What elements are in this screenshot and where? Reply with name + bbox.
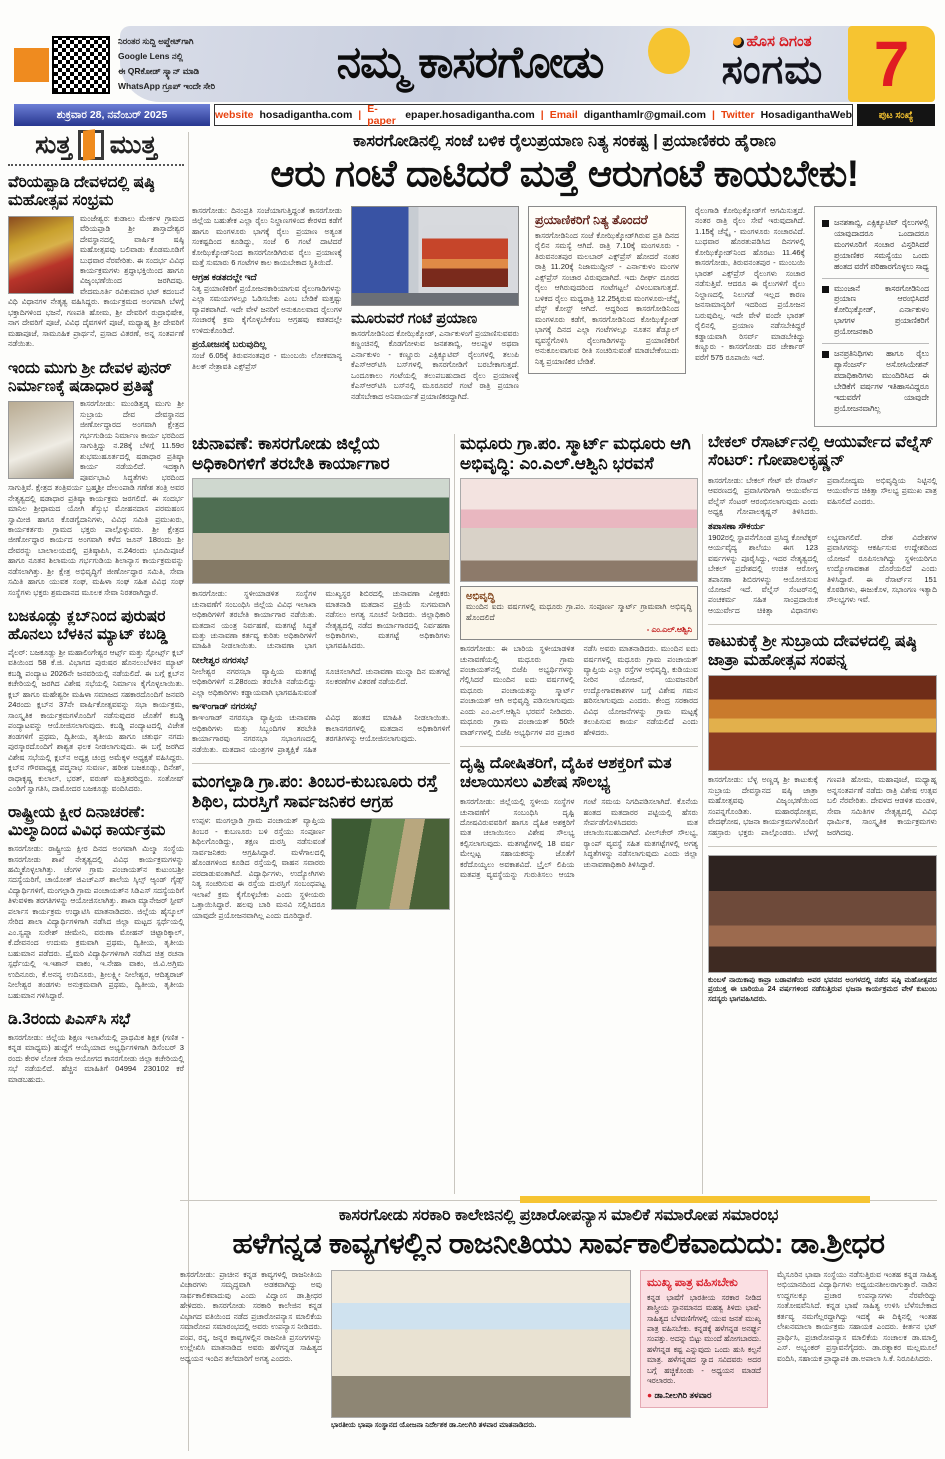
article-body: ಕಾಸರಗೋಡು: ಬೇಕಲ್ ಗೇಟ್ ವೇ ರೆಸಾರ್ಟ್ ಆವರಣದಲ್ಲಿ ಪ್ರವಾಸಿಗರಿಗಾಗಿ ಆಯುರ್ವೇದ ವೆಲ್ನೆಸ್ ಸೆಂಟರ್ ಆರಂಭಿಸಲಾಗುವುದು ಎಂದು ಅಧ್ಯಕ್ಷ ಗೋಪಾಲಕೃಷ್ಣನ್ ತಿಳಿಸಿದರು. ಪ್ರವಾಸೋದ್ಯಮ ಅಭಿವೃದ್ಧಿಯ ನಿಟ್ಟಿನಲ್ಲಿ ಆಯುರ್ವೇದ ಚಿಕಿತ್ಸಾ ಸೌಲಭ್ಯ ಪ್ರಮುಖ ಪಾತ್ರ ವಹಿಸಲಿದೆ ಎಂದರು. bbox=[708, 475, 937, 517]
lead-paragraph: ಕಾಸರಗೋಡು: ದಿನಂಪ್ರತಿ ಸಂಜೆಯಾಗುತ್ತಿದ್ದಂತೆ ಕಾಸರಗೋಡು ಜಿಲ್ಲೆಯ ಬಹುತೇಕ ಎಲ್ಲಾ ರೈಲು ನಿಲ್ದಾಣಗಳಿಂದ ಕೇರಳದ ಕಡೆಗೆ ಹಾಗೂ ಮಂಗಳೂರು ಭಾಗಕ್ಕೆ ರೈಲು ಪ್ರಯಾಣ ಅತ್ಯಂತ ಸಂಕಷ್ಟದಿಂದ ಕೂಡಿದ್ದು, ಸಂಜೆ 6 ಗಂಟೆ ದಾಟಿದರೆ ಕೋಝಿಕ್ಕೋಡ್‌ನಿಂದ ಕಾಸರಗೋಡಿಗಿರುವ ರೈಲು ಪ್ರಯಾಣಕ್ಕೆ ಮತ್ತೆ ಸುಮಾರು 6 ಗಂಟೆಗಳ ಕಾಲ ಕಾಯಬೇಕಾದ ಸ್ಥಿತಿಯಿದೆ. bbox=[192, 206, 342, 268]
article-body: ಕಾಸರಗೋಡು: ಜಿಲ್ಲೆಯ ಶಿಕ್ಷಣ ಇಲಾಖೆಯಲ್ಲಿ ಪ್ರಾಥಮಿಕ ಶಿಕ್ಷಕ (ಗಣಿತ - ಕನ್ನಡ ಮಾಧ್ಯಮ) ಹುದ್ದೆಗೆ ಆಯ್ಕೆಯಾದ ಅಭ್ಯರ್ಥಿಗಳಿಗಾಗಿ ಡಿಸೆಂಬರ್ 3 ರಂದು ಕೇರಳ ಲೋಕ ಸೇವಾ ಆಯೋಗದ ಕಾಸರಗೋಡು ಜಿಲ್ಲಾ ಕಚೇರಿಯಲ್ಲಿ ಸಭೆ ನಡೆಯಲಿದೆ. ಹೆಚ್ಚಿನ ಮಾಹಿತಿಗೆ 04994 230102 ಕರೆ ಮಾಡಬಹುದು. bbox=[8, 1032, 184, 1084]
bottom-col-1 bbox=[180, 1270, 322, 1429]
sidebar-column bbox=[8, 130, 184, 1095]
divider bbox=[460, 746, 698, 747]
lead-photo-subhead: ಮೂರುವರೆ ಗಂಟೆ ಪ್ರಯಾಣ bbox=[351, 311, 478, 327]
quote-author: - ಎಂ.ಎಲ್.ಆಶ್ವಿನಿ bbox=[646, 625, 692, 635]
column-rule bbox=[454, 434, 455, 1194]
temple-festival-photo bbox=[708, 675, 937, 771]
qr-line: ನಿರಂತರ ಸುದ್ದಿ ಅಪ್ಡೇಟ್‌ಗಾಗಿ bbox=[118, 36, 194, 46]
key-point bbox=[822, 278, 929, 344]
sidebar-article-milk-day bbox=[8, 804, 184, 1001]
article-subhead: ತಪಾಸಣಾ ಸೌಕರ್ಯ bbox=[708, 520, 765, 531]
article-body: ಕಾಸರಗೋಡು: ಮುಂಡಿತ್ತಡ್ಕ ಮುಗು ಶ್ರೀ ಸುಬ್ರಾಯ ದೇವ ದೇವಸ್ಥಾನದ ಜೀರ್ಣೋದ್ಧಾರದ ಅಂಗವಾಗಿ ಕ್ಷೇತ್ರದ ಗರ್ಭಗುಡಿಯ ನಿರ್ಮಾಣ ಕಾರ್ಯ ಭರದಿಂದ ಸಾಗುತ್ತಿದ್ದು ನ.28ಕ್ಕೆ ಬೆಳಿಗ್ಗೆ 11.59ರ ಶುಭಮುಹೂರ್ತದಲ್ಲಿ ಷಡಾಧಾರ ಪ್ರತಿಷ್ಠಾ ಕಾರ್ಯ ನಡೆಯಲಿದೆ. ಇದಕ್ಕಾಗಿ ಪೂರ್ವಭಾವಿ ಸಿದ್ಧತೆಗಳು ಭರದಿಂದ ಸಾಗುತ್ತಿವೆ. ಕ್ಷೇತ್ರದ ತಂತ್ರಿವರ್ಯ ಬ್ರಹ್ಮಶ್ರೀ ದೇಲಂಪಾಡಿ ಗಣೇಶ ತಂತ್ರಿ ಅವರ ನೇತೃತ್ವದಲ್ಲಿ ಷಡಾಧಾರ ಪ್ರತಿಷ್ಠಾ ಕಾರ್ಯಕ್ರಮ ಜರಗಲಿದೆ. ಈ ಸಂದರ್ಭ ಮಾನಿಲ ಶ್ರೀಧಾಮದ ಯೋಗಿ ಶೆಸ್ತುಭ ಮೋಹನದಾಸ ಪರಮಹಂಸ ಸ್ವಾಮೀಜಿ ಹಾಗೂ ಕೊಡಗ್ಯೆದಾನಿಗಳು, ವಿವಿಧ ಸಮಿತಿ ಪ್ರಮುಖರು, ಕಾರ್ಯಕರ್ತರು ಗ್ರಾಮದ ಭಕ್ತರು ಪಾಲ್ಗೊಳ್ಳುವರು. ಶ್ರೀ ಕ್ಷೇತ್ರದ ಜೀರ್ಣೋದ್ಧಾರ ಕಾರ್ಯದ ಅಂಗವಾಗಿ ಕಳೆದ ಜೂನ್ 18ರಂದು ಶ್ರೀ ದೇವರನ್ನು ಬಾಲಾಲಯದಲ್ಲಿ ಪ್ರತಿಷ್ಠಾಪಿಸಿ, ನ.24ರಂದು ಭೂಮಿಪೂಜೆ ಹಾಗೂ ನೂತನ ಶಿಲಾಮಯ ಗರ್ಭಗುಡಿಯ ಶಿಲಾನ್ಯಾಸ ಕಾರ್ಯಕ್ರಮವನ್ನು ನಡೆಸಲಾಗಿತ್ತು. ಶ್ರೀ ಕ್ಷೇತ್ರ ಅಭಿವೃದ್ಧಿಗೆ ಜೀರ್ಣೋದ್ಧಾರ ಸಮಿತಿ, ಸೇವಾ ಸಮಿತಿ ಹಾಗೂ ಯುವಕ ಸಂಘ, ಮಹಿಳಾ ಸಂಘ ಸಹಿತ ವಿವಿಧ ಸಂಘ ಸಂಸ್ಥೆಗಳು ಭಕ್ತರು ಶ್ರಮದಾನದ ಮೂಲಕ ಸೇವಾ ನಿರತರಾಗಿದ್ದಾರೆ. bbox=[8, 399, 184, 597]
lead-paragraph: ರೈಲುಗಾಡಿ ಕೋಝಿಕ್ಕೋಡ್‌ಗೆ ಆಗಮಿಸುತ್ತದೆ. ನಂತರ ರಾತ್ರಿ ರೈಲು ಸೇವೆ ಇರುವುದಾಗಿದೆ. 1.15ಕ್ಕೆ ಚೆನ್ನೈ - ಮಂಗಳೂರು ಸಂಚಾರವಿದೆ. ಬುಧವಾರ ಹೊರತುಪಡಿಸಿದ ದಿನಗಳಲ್ಲಿ ಕೋಝಿಕ್ಕೋಡ್‌ನಿಂದ ಹೊರಟು 11.46ಕ್ಕೆ ಕಾಸರಗೋಡು, ತಿರುವನಂತಪುರ - ಮುಂಬಯಿ ಭಾರತ್ ಎಕ್ಸ್‌ಪ್ರೆಸ್ ರೈಲುಗಳು ಸಂಚಾರ ನಡೆಸುತ್ತಿವೆ. ಆದರೂ ಈ ರೈಲುಗಳಿಗೆ ರೈಲು ನಿಲ್ದಾಣದಲ್ಲಿ ನಿಲುಗಡೆ ಇಲ್ಲದ ಕಾರಣ ಜನಸಾಮಾನ್ಯರಿಗೆ ಇದರಿಂದ ಪ್ರಯೋಜನ ಬರುವುದಿಲ್ಲ. ಇದೇ ವೇಳೆ ವಂದೇ ಭಾರತ್ ರೈಲಿನಲ್ಲಿ ಪ್ರಯಾಣ ನಡೆಸಬೇಕಿದ್ದರೆ ಕಡ್ಡಾಯವಾಗಿ ರಿಸರ್ವ್ ಮಾಡಬೇಕಿದ್ದು ಕಣ್ಣೂರು - ಕಾಸರಗೋಡು ದರ ಚೇರ್ಕಾರ್ ವರೆಗೆ 575 ರೂಪಾಯಿ ಇದೆ. bbox=[695, 206, 805, 362]
development-quote-box bbox=[460, 586, 698, 640]
article-headline: ಇಂದು ಮುಗು ಶ್ರೀ ದೇವಳ ಪುನರ್ ನಿರ್ಮಾಣಕ್ಕೆ ಷಡಾಧಾರ ಪ್ರತಿಷ್ಠೆ bbox=[8, 359, 172, 395]
article-body: ಕಾಸರಗೋಡು: ಸ್ಥಳೀಯಾಡಳಿತ ಸಂಸ್ಥೆಗಳ ಚುನಾವಣೆಗೆ ಸಂಬಂಧಿಸಿ ಜಿಲ್ಲೆಯ ವಿವಿಧ ಇಲಾಖಾ ಅಧಿಕಾರಿಗಳಿಗೆ ತರಬೇತಿ ಕಾರ್ಯಾಗಾರ ನಡೆಯಿತು. ಮತದಾನ ಯಂತ್ರ ನಿರ್ವಹಣೆ, ಮತಗಟ್ಟೆ ಸಿದ್ಧತೆ ಮತ್ತು ಚುನಾವಣಾ ಕರ್ತವ್ಯ ಕುರಿತು ಅಧಿಕಾರಿಗಳಿಗೆ ಮಾಹಿತಿ ನೀಡಲಾಯಿತು. ಚುನಾವಣಾ ಭಾಗ ಮುಖ್ಯಸ್ಥರ ಶಿಬಿರದಲ್ಲಿ ಚುನಾವಣಾ ವೀಕ್ಷಕರು ಮಾತನಾಡಿ ಮತದಾನ ಪ್ರಕ್ರಿಯೆ ಸುಗಮವಾಗಿ ನಡೆಸಲು ಅಗತ್ಯ ಸೂಚನೆ ನೀಡಿದರು. ಜಿಲ್ಲಾಧಿಕಾರಿ ನೇತೃತ್ವದಲ್ಲಿ ನಡೆದ ಕಾರ್ಯಾಗಾರದಲ್ಲಿ ನಿರ್ವಹಣಾ ಅಧಿಕಾರಿಗಳು, ಮತಗಟ್ಟೆ ಅಧಿಕಾರಿಗಳು ಭಾಗವಹಿಸಿದರು. bbox=[192, 589, 450, 651]
section-title-part1: ಸುತ್ತ bbox=[35, 130, 72, 159]
sidebar-article-veriyappadi bbox=[8, 174, 184, 350]
article-body: ಮೈಸೂರಿನ ಭಾಷಾ ಸಂಸ್ಥೆಯು ನಡೆಸುತ್ತಿರುವ ಇಂತಹ ಕನ್ನಡ ಸಾಹಿತ್ಯ ಅಭಿಯಾನದಿಂದ ವಿದ್ಯಾರ್ಥಿಗಳು ಅಧ್ಯಯನಶೀಲರಾಗುತ್ತಾರೆ. ನಾಡಿನ ಉದ್ದಗಲಕ್ಕೂ ಪ್ರಚಾರ ಉಪನ್ಯಾಸಗಳು ನೆರವೇರಿದ್ದು ಸಂತೋಷವೆನಿಸಿದೆ. ಕನ್ನಡ ಭಾಷೆ ಸಾಹಿತ್ಯ ಉಳಿಸಿ ಬೆಳೆಸಬೇಕಾದ ಕರ್ತವ್ಯ ನಮಗೆಲ್ಲರದ್ದಾಗಿದ್ದು ಇದಕ್ಕೆ ಈ ದಿಕ್ಕಿನಲ್ಲಿ ಇಂತಹ ಲೇಖನಮಾಲಾ ಕಾರ್ಯಕ್ರಮ ಸಹಾಯಕ ಎಂದರು. ಕೀರ್ತನ ಭಟ್ ಪ್ರಾರ್ಥಿಸಿ, ಪ್ರಚಾರೋಪನ್ಯಾಸ ಮಾಲಿಕೆಯ ಸಂಚಾಲಕ ಡಾ.ಮಾಲ್ತಿ ಎಸ್. ಅಭ್ಯಂಕರ್ ಪ್ರಸ್ತಾವನೆಗೈದರು. ಡಾ.ರತ್ನಾಕರ ಮಲ್ಲಮೂಲೆ ವಂದಿಸಿ, ಸಹಾಯಕ ಪ್ರಾಧ್ಯಾಪಕಿ ಡಾ.ಅಪಾಲಾ ಸಿ.ಕೆ. ನಿರೂಪಿಸಿದರು. bbox=[777, 1270, 937, 1363]
page-number-box bbox=[848, 26, 935, 102]
article-headline: ಡಿ.3ರಂದು ಪಿಎಸ್‌ಸಿ ಸಭೆ bbox=[8, 1011, 131, 1029]
square-bullet-icon bbox=[822, 220, 829, 227]
quote-body: ಮುಂದಿನ ಐದು ವರ್ಷಗಳಲ್ಲಿ ಮಧೂರು ಗ್ರಾ.ಪಂ. ಸಂಪೂರ್ಣ ಸ್ಮಾರ್ಟ್ ಗ್ರಾಮವಾಗಿ ಅಭಿವೃದ್ಧಿ ಹೊಂದಲಿದೆ bbox=[466, 602, 692, 622]
article-body: ಕಾಸರಗೋಡು: ಬೆಳ್ಳ ಅಣ್ಣಡ್ಕ ಶ್ರೀ ಕಾಟುಕುಕ್ಕೆ ಸುಬ್ರಾಯ ದೇವಸ್ಥಾನದ ಷಷ್ಠಿ ಜಾತ್ರಾ ಮಹೋತ್ಸವವು ವಿಜೃಂಭಣೆಯಿಂದ ಸಂಪನ್ನಗೊಂಡಿತು. ಮಹಾರಥೋತ್ಸವ, ವೇದಘೋಷ, ಭಜನಾ ಕಾರ್ಯಕ್ರಮಗಳೊಂದಿಗೆ ಸಹಸ್ರಾರು ಭಕ್ತರು ಪಾಲ್ಗೊಂಡರು. ಬೆಳಗ್ಗೆ ಗಣಪತಿ ಹೋಮ, ಮಹಾಪೂಜೆ, ಮಧ್ಯಾಹ್ನ ಅನ್ನಸಂತರ್ಪಣೆ ನಡೆದು ರಾತ್ರಿ ವಿಶೇಷ ಉತ್ಸವ ಬಲಿ ನೆರವೇರಿತು. ದೇವಳದ ಆಡಳಿತ ಮಂಡಳಿ, ಸೇವಾ ಸಮಿತಿಗಳ ನೇತೃತ್ವದಲ್ಲಿ ವಿವಿಧ ಧಾರ್ಮಿಕ, ಸಾಂಸ್ಕೃತಿಕ ಕಾರ್ಯಕ್ರಮಗಳು ಜರಗಿದವು. bbox=[708, 775, 937, 837]
column-rule bbox=[702, 434, 703, 1194]
middle-column-a bbox=[192, 434, 450, 921]
article-headline: ಚುನಾವಣೆ: ಕಾಸರಗೋಡು ಜಿಲ್ಲೆಯ ಅಧಿಕಾರಿಗಳಿಗೆ ತರಬೇತಿ ಕಾರ್ಯಾಗಾರ bbox=[192, 434, 390, 473]
qr-line: Google Lens ನಲ್ಲಿ bbox=[118, 50, 183, 61]
family-bhajan-photo bbox=[708, 855, 937, 973]
edition-name: ಸಂಗಮ bbox=[721, 48, 824, 92]
lead-subhead-1: ಆಗ್ರಹ ಕಡತದಲ್ಲೇ ಇದೆ bbox=[192, 271, 257, 282]
article-headline: ಬಜಕೂಡ್ಲು ಕ್ಲಬ್‌ನಿಂದ ಪುರುಷರ ಹೊನಲು ಬೆಳಕಿನ ಮ್ಯಾಟ್ ಕಬಡ್ಡಿ bbox=[8, 608, 168, 644]
lead-col-1 bbox=[192, 206, 342, 427]
key-point bbox=[822, 343, 929, 419]
highlight-quote-box bbox=[640, 1270, 768, 1408]
seminar-stage-photo bbox=[331, 1270, 631, 1418]
bottom-headline: ಹಳೆಗನ್ನಡ ಕಾವ್ಯಗಳಲ್ಲಿನ ರಾಜನೀತಿಯು ಸಾರ್ವಕಾಲಿಕವಾದುದು: ಡಾ.ಶ್ರೀಧರ bbox=[232, 1228, 885, 1260]
sidebar-section-header bbox=[8, 130, 184, 166]
paper-title: ನಮ್ಮ ಕಾಸರಗೋಡು bbox=[336, 38, 604, 87]
page-number: 7 bbox=[873, 28, 910, 100]
issue-label: ಪುಟ ಸಂಖ್ಯೆ bbox=[857, 104, 935, 126]
key-point-text: ಮುಂಜಾನೆ ಕಾಸರಗೋಡಿನಿಂದ ಪ್ರಯಾಣ ಆರಂಭಿಸಿದರೆ ಕೋಝಿಕ್ಕೋಡ್, ಎರ್ನಾಕುಳಂ ಭಾಗಗಳ ಪ್ರಯಾಣಿಕರಿಗೆ ಪ್ರಯೋಜನಕಾರಿ bbox=[834, 283, 929, 337]
article-body: ಪೈಲರ್: ಬಜಕೂಡ್ಲು ಶ್ರೀ ಮಹಾಲಿಂಗೇಶ್ವರ ಆರ್ಟ್ಸ್ ಮತ್ತು ಸ್ಪೋರ್ಟ್ಸ್ ಕ್ಲಬ್ ವತಿಯಿಂದ 58 ಕೆ.ಜಿ. ವಿಭಾಗದ ಪುರುಷರ ಹೊನಲುಬೆಳಕಿನ ಮ್ಯಾಟ್ ಕಬಡ್ಡಿ ಪಂದ್ಯಾಟ 2026ನೇ ಜನವರಿಯಲ್ಲಿ ನಡೆಯಲಿದೆ. ಈ ಬಗ್ಗೆ ಕ್ಲಬ್‌ನ ಕಚೇರಿಯಲ್ಲಿ ಜರಗಿದ ವಿಶೇಷ ಸಭೆಯಲ್ಲಿ ನಿರ್ಮಾಣ ಕೈಗೊಳ್ಳಲಾಯಿತು. ಕ್ಲಬ್ ಹಾಗೂ ಮಹೇಶ್ವರೀ ಮಹಿಳಾ ಸಮಾಜದ ಸಹಕಾರದೊಂದಿಗೆ ಜನವರಿ 24ರಂದು ಕ್ಲಬ್‌ನ 37ನೇ ವಾರ್ಷಿಕೋತ್ಸವವನ್ನು ಸಭಾ ಕಾರ್ಯಕ್ರಮ, ಸಾಂಸ್ಕೃತಿಕ ಕಾರ್ಯಕ್ರಮಗಳೊಂದಿಗೆ ನಡೆಸುವುದರ ಜೊತೆಗೆ ಕಬಡ್ಡಿ ಪಂದ್ಯಾಟವನ್ನು ಆಯೋಜಿಸಲಾಗುವುದು. ಕಬಡ್ಡಿ ಪಂದ್ಯಾಟದಲ್ಲಿ ವಿಜೇತ ತಂಡಗಳಿಗೆ ಪ್ರಥಮ, ದ್ವಿತೀಯ, ತೃತೀಯ ಹಾಗೂ ಚತುರ್ಥ ನಗದು ಪುರಸ್ಕಾರದೊಂದಿಗೆ ಶಾಶ್ವತ ಫಲಕ ನೀಡಲಾಗುವುದು. ಈ ಬಗ್ಗೆ ಜರಗಿದ ವಿಶೇಷ ಸಭೆಯಲ್ಲಿ ಕ್ಲಬ್‌ನ ಅಧ್ಯಕ್ಷ ಚಂದ್ರ ಅಮೆಕ್ಕಳ ಅಧ್ಯಕ್ಷತೆ ವಹಿಸಿದ್ದರು. ಕ್ಲಬ್‌ನ ಗೌರವಾಧ್ಯಕ್ಷ ಪದ್ಮನಾಭ ಸುವರ್ಣ, ಹರೀಶ ಬಜಕೂಡ್ಲು, ದಿನೇಶ್, ರಾಧಾಕೃಷ್ಣ ಕುಲಾಲ್, ಭರತ್, ವರುಣ್ ಮತ್ತಿತರರಿದ್ದರು. ಸಂತೋಷ್ ಎಂಡಿಗೆ ಸ್ವಾಗತಿಸಿ, ದಾಮೋದರ ಬಜಕೂಡ್ಲು ವಂದಿಸಿದರು. bbox=[8, 647, 184, 793]
lead-col-4 bbox=[695, 206, 805, 427]
article-katukukke bbox=[708, 633, 937, 838]
article-headline: ಕಾಟುಕುಕ್ಕೆ ಶ್ರೀ ಸುಬ್ರಾಯ ದೇವಳದಲ್ಲಿ ಷಷ್ಠಿ ಜಾತ್ರಾ ಮಹೋತ್ಸವ ಸಂಪನ್ನ bbox=[708, 633, 917, 669]
square-bullet-icon bbox=[822, 351, 829, 358]
infobox-title: ಪ್ರಯಾಣಿಕರಿಗೆ ನಿತ್ಯ ತೊಂದರೆ bbox=[535, 213, 648, 227]
quote-title: ಮುಖ್ಯ ಪಾತ್ರ ವಹಿಸಬೇಕು bbox=[647, 1277, 738, 1289]
bottom-col-photo bbox=[331, 1270, 631, 1429]
quote-title: ಅಭಿವೃದ್ಧಿ bbox=[466, 591, 495, 603]
qr-line: ಈ QRಕೋಡ್ ಸ್ಕ್ಯಾನ್ ಮಾಡಿ bbox=[118, 65, 200, 76]
middle-column-c bbox=[708, 434, 937, 1003]
article-body: ಕಾಞಂಗಾಡ್ ನಗರಸಭಾ ವ್ಯಾಪ್ತಿಯ ಚುನಾವಣಾ ಅಧಿಕಾರಿಗಳು ಮತ್ತು ಸಿಬ್ಬಂದಿಗಳ ತರಬೇತಿ ಕಾರ್ಯಾಗಾರವು ನಗರಸಭಾ ಸಭಾಂಗಣದಲ್ಲಿ ನಡೆಯಿತು. ಮತದಾನ ಯಂತ್ರಗಳ ಪ್ರಾತ್ಯಕ್ಷಿಕೆ ಸಹಿತ ವಿವಿಧ ಹಂತದ ಮಾಹಿತಿ ನೀಡಲಾಯಿತು. ಕಾಲಾನಗರಗಳಲ್ಲಿ ಮತದಾನ ಅಧಿಕಾರಿಗಳಿಗೆ ತರಗತಿಗಳನ್ನು ಆಯೋಜಿಸಲಾಗುವುದು. bbox=[192, 713, 450, 754]
infobox-body: ಕಾಸರಗೋಡಿನಿಂದ ಸಂಜೆ ಕೋಝಿಕ್ಕೋಡ್‌ಗಿರುವ ಪ್ರತಿ ದಿನದ ರೈಲಿನ ಸಮಸ್ಯೆ ಆಗಿದೆ. ರಾತ್ರಿ 7.10ಕ್ಕೆ ಮಂಗಳೂರು - ತಿರುವನಂತಪುರ ಮಲಬಾರ್ ಎಕ್ಸ್‌ಪ್ರೆಸ್ ಹೋದರೆ ನಂತರ ರಾತ್ರಿ 11.20ಕ್ಕೆ ನಿಜಾಮುದ್ದೀನ್ - ಎರ್ನಾಕುಳಂ ಮಂಗಳ ಎಕ್ಸ್‌ಪ್ರೆಸ್ ಸಂಚಾರ ವಿರುವುದಾಗಿದೆ. ಇದು ದೀರ್ಘ ದೂರದ ರೈಲು ಆಗಿರುವುದರಿಂದ ಗಂಟೆಗಟ್ಟಲೆ ವಿಳಂಬವಾಗುತ್ತದೆ. ಬಳಿಕದ ರೈಲು ಮಧ್ಯರಾತ್ರಿ 12.25ಕ್ಕಿರುವ ಮಂಗಳೂರು-ಚೆನ್ನೈ ವೆಸ್ಟ್ ಕೋಸ್ಟ್ ಆಗಿದೆ. ಆದ್ದರಿಂದ ಕಾಸರಗೋಡಿನಿಂದ ಮಂಗಳೂರು ಕಡೆಗೆ, ಕಾಸರಗೋಡಿನಿಂದ ಕೋಝಿಕ್ಕೋಡ್ ಭಾಗಕ್ಕೆ ದಿನದ ಎಲ್ಲಾ ಗಂಟೆಗಳಲ್ಲೂ ನೂತನ ಶೆಡ್ಯೂಲ್ ವ್ಯವಸ್ಥೆಗೊಳಿಸಿ ರೈಲುಗಾಡಿಗಳನ್ನು ಪ್ರಯಾಣಿಕರಿಗೆ ಅನುಕೂಲವಾಗುವ ರೀತಿ ಸಂಚರಿಸುವಂತೆ ಮಾಡಬೇಕೆಂಬುದು ನಿತ್ಯ ಪ್ರಯಾಣಿಕರ ಬೇಡಿಕೆ. bbox=[535, 231, 679, 366]
divider bbox=[708, 624, 937, 625]
article-body: ಕಾಸರಗೋಡು: ಈ ಬಾರಿಯ ಸ್ಥಳೀಯಾಡಳಿತ ಚುನಾವಣೆಯಲ್ಲಿ ಮಧೂರು ಗ್ರಾಮ ಪಂಚಾಯತ್‌ನಲ್ಲಿ ಬಿಜೆಪಿ ಅಭ್ಯರ್ಥಿಗಳನ್ನು ಗೆಲ್ಲಿಸಿದರೆ ಮುಂದಿನ ಐದು ವರ್ಷಗಳಲ್ಲಿ ಮಧೂರು ಪಂಚಾಯತನ್ನು ಸ್ಮಾರ್ಟ್ ಪಂಚಾಯತ್ ಆಗಿ ಅಭಿವೃದ್ಧಿ ಪಡಿಸಲಾಗುವುದು ಎಂದು ಎಂ.ಎಲ್.ಆಶ್ವಿನಿ ಭರವಸೆ ನೀಡಿದರು. ಮಧೂರು ಗ್ರಾಮ ಪಂಚಾಯತ್ 50ನೇ ವಾರ್ಡ್‌ಗಳಲ್ಲಿ ಬಿಜೆಪಿ ಅಭ್ಯರ್ಥಿಗಳ ಪರ ಪ್ರಚಾರ ನಡೆಸಿ ಅವರು ಮಾತನಾಡಿದರು. ಮುಂದಿನ ಐದು ವರ್ಷಗಳಲ್ಲಿ ಮಧೂರು ಗ್ರಾಮ ಪಂಚಾಯತ್ ವ್ಯಾಪ್ತಿಯ ಎಲ್ಲಾ ರಸ್ತೆಗಳ ಅಭಿವೃದ್ಧಿ, ಕುಡಿಯುವ ನೀರಿನ ಯೋಜನೆ, ಯುವಜನರಿಗೆ ಉದ್ಯೋಗಾವಕಾಶಗಳ ಬಗ್ಗೆ ವಿಶೇಷ ಗಮನ ಹರಿಸಲಾಗುವುದು ಎಂದರು. ಕೇಂದ್ರ ಸರಕಾರದ ವಿವಿಧ ಯೋಜನೆಗಳನ್ನು ಗ್ರಾಮ ಮಟ್ಟಕ್ಕೆ ತಲುಪಿಸುವ ಕಾರ್ಯ ನಡೆಯಲಿದೆ ಎಂದು ಹೇಳಿದರು. bbox=[460, 644, 698, 737]
bottom-col-3 bbox=[777, 1270, 937, 1429]
article-headline: ಮಂಗಲ್ಪಾಡಿ ಗ್ರಾ.ಪಂ: ತಿಂಬರ-ಕುಬಣೂರು ರಸ್ತೆ ಶಿಥಿಲ, ದುರಸ್ತಿಗೆ ಸಾರ್ವಜನಿಕರ ಆಗ್ರಹ bbox=[192, 772, 438, 811]
article-headline: ವೆರಿಯಪ್ಪಾಡಿ ದೇವಳದಲ್ಲಿ ಷಷ್ಠಿ ಮಹೋತ್ಸವ ಸಂಭ್ರಮ bbox=[8, 174, 155, 209]
date-label: ಶುಕ್ರವಾರ 28, ನವೆಂಬರ್ 2025 bbox=[14, 104, 210, 126]
lead-col-3 bbox=[528, 206, 686, 427]
brand-logo-icon bbox=[733, 37, 744, 48]
open-door-icon bbox=[78, 130, 104, 160]
article-body: ಕಾಸರಗೋಡು: ರಾಷ್ಟ್ರೀಯ ಕ್ಷೀರ ದಿನದ ಅಂಗವಾಗಿ ಮಿಲ್ಮಾ ಸಂಸ್ಥೆಯ ಕಾಸರಗೋಡು ಶಾಖೆ ನೇತೃತ್ವದಲ್ಲಿ ವಿವಿಧ ಕಾರ್ಯಕ್ರಮಗಳನ್ನು ಹಮ್ಮಿಕೊಳ್ಳಲಾಗಿತ್ತು. ಚೆಂಗಳ ಗ್ರಾಮ ಪಂಚಾಯತ್‌ನ ಕುಟುಂಬಶ್ರೀ ಸದಸ್ಯೆಯರಿಗೆ, ಚಾಯೋತ್ ಜಿಎಚ್‌ಎಸ್ ಶಾಲೆಯ ಸ್ಕಿಲ್ಸ್ ಆ್ಯಂಡ್ ಗೈಡ್ಸ್ ವಿದ್ಯಾರ್ಥಿಗಳಿಗೆ, ಮಂಗಲ್ಪಾಡಿ ಗ್ರಾಮ ಪಂಚಾಯತ್‌ನ ಸಿಡಿಎಸ್ ಸದಸ್ಯೆಯರಿಗೆ ತಿಳುವಳಿಕಾ ತರಗತಿಗಳನ್ನು ಆಯೋಜಿಸಲಾಗಿತ್ತು. ಶಾಖಾ ಮ್ಯಾನೇಜರ್ ಸ್ಟೀವ್ ಪರ್ಲಾಸ ಕಾರ್ಯಕ್ರಮ ಉದ್ಘಾಟಿಸಿ ಮಾತನಾಡಿದರು. ಜಿಲ್ಲೆಯ ಹೈಸ್ಕೂಲ್ ಸೇರಿದ ಶಾಲಾ ವಿದ್ಯಾರ್ಥಿಗಳಿಗಾಗಿ ನಡೆಸಿದ ಜಿಲ್ಲಾ ಮಟ್ಟದ ಸ್ಪರ್ಧೆಯಲ್ಲಿ ಎಂ.ಸ್ವಪ್ನಾ ಸುರೇಶ್ ಚೀಮೇನಿ, ವರುಣಾ ಮೋಹನ್ ಚಿಟ್ಟಾರಿಕ್ಕಾಲ್, ಕೆ.ದೇವನಂದ ಉದುಮ ಕ್ರಮವಾಗಿ ಪ್ರಥಮ, ದ್ವಿತೀಯ, ತೃತೀಯ ಬಹುಮಾನ ಪಡೆದರು. ಪ್ರೈಮರಿ ವಿದ್ಯಾರ್ಥಿಗಳಿಗಾಗಿ ನಡೆಸಿದ ಚಿತ್ರ ರಚನಾ ಸ್ಪರ್ಧೆಯಲ್ಲಿ ಇ.ಇಶಾನ್ ವಾಕಂ, ಇ.ನೇಹಾ ವಾಕಂ, ಜಿ.ವಿ.ಅಗ್ರಿಮ ಉದಿನೂರು, ಕೆ.ಅನನ್ಯ ಉದಿನೂರು, ಶ್ರೀಲಕ್ಷ್ಮೀ ನೀಲೇಶ್ವರ, ಆದಿತ್ಯರಾಜ್ ನೀಲೇಶ್ವರ ತಂಡಗಳು ಅನುಕ್ರಮವಾಗಿ ಪ್ರಥಮ, ದ್ವಿತೀಯ, ತೃತೀಯ ಬಹುಮಾನ ಗಳಿಸಿದ್ದಾರೆ. bbox=[8, 844, 184, 1000]
trouble-infobox bbox=[528, 206, 686, 374]
sidebar-article-kabaddi bbox=[8, 608, 184, 794]
section-title-part2: ಮುತ್ತ bbox=[109, 130, 157, 159]
lead-headline: ಆರು ಗಂಟೆ ದಾಟಿದರೆ ಮತ್ತೆ ಆರುಗಂಟೆ ಕಾಯಬೇಕು! bbox=[270, 153, 859, 194]
article-subhead: ಕಾಞಂಗಾಡ್ ನಗರಸಭೆ bbox=[192, 701, 257, 712]
article-body: ಕಾಸರಗೋಡು: ಪ್ರಾಚೀನ ಕನ್ನಡ ಕಾವ್ಯಗಳಲ್ಲಿ ರಾಜನೀತಿಯ ವಿಚಾರಗಳು ಸಮೃದ್ಧವಾಗಿ ಅಡಕವಾಗಿದ್ದು ಅವು ಸಾರ್ವಕಾಲಿಕವಾದುವು ಎಂದು ವಿದ್ವಾಂಸ ಡಾ.ಶ್ರೀಧರ ಹೇಳಿದರು. ಕಾಸರಗೋಡು ಸರಕಾರಿ ಕಾಲೇಜಿನ ಕನ್ನಡ ವಿಭಾಗದ ವತಿಯಿಂದ ನಡೆದ ಪ್ರಚಾರೋಪನ್ಯಾಸ ಮಾಲಿಕೆಯ ಸಮಾರೋಪ ಸಮಾರಂಭದಲ್ಲಿ ಅವರು ಉಪನ್ಯಾಸ ನೀಡಿದರು. ಪಂಪ, ರನ್ನ, ಜನ್ನರ ಕಾವ್ಯಗಳಲ್ಲಿನ ರಾಜನೀತಿ ಪ್ರಸಂಗಗಳನ್ನು ಉಲ್ಲೇಖಿಸಿ ಮಾತನಾಡಿದ ಅವರು ಹಳೆಗನ್ನಡ ಸಾಹಿತ್ಯದ ಅಧ್ಯಯನ ಇಂದಿನ ತಲೆಮಾರಿಗೆ ಅಗತ್ಯ ಎಂದರು. bbox=[180, 1270, 322, 1363]
qr-code bbox=[52, 36, 110, 94]
quote-author-name: ಡಾ.ನೀಲಗಿರಿ ತಳವಾರ bbox=[654, 1390, 712, 1401]
square-bullet-icon bbox=[822, 286, 829, 293]
quote-author bbox=[647, 1390, 761, 1401]
key-point-text: ಜನಪ್ರತಿನಿಧಿಗಳು ಹಾಗೂ ರೈಲು ಪ್ಯಾಸೆಂಜರ್ಸ್ ಅಸೋಸಿಯೇಶನ್ ಪದಾಧಿಕಾರಿಗಳು ಮುಂದಿರಿಸಿದ ಈ ಬೇಡಿಕೆಗೆ ವರ್ಷಗಳ ಇತಿಹಾಸವಿದ್ದರೂ ಇದುವರೆಗೆ ಯಾವುದೇ ಪ್ರಯೋಜನವಾಗಿಲ್ಲ bbox=[834, 349, 929, 413]
middle-column-b bbox=[460, 434, 698, 881]
family-photo-block bbox=[708, 855, 937, 1003]
sidebar-article-psc bbox=[8, 1011, 184, 1085]
article-body: ಉಪ್ಪಳ: ಮಂಗಲ್ಪಾಡಿ ಗ್ರಾಮ ಪಂಚಾಯತ್ ವ್ಯಾಪ್ತಿಯ ತಿಂಬರ - ಕುಬಣೂರು ಬಳಿ ರಸ್ತೆಯು ಸಂಪೂರ್ಣ ಶಿಥಿಲಗೊಂಡಿದ್ದು, ತಕ್ಷಣ ದುರಸ್ತಿ ನಡೆಸುವಂತೆ ಸಾರ್ವಜನಿಕರು ಆಗ್ರಹಿಸಿದ್ದಾರೆ. ಮಳೆಗಾಲದಲ್ಲಿ ಹೊಂಡಗಳಿಂದ ಕೂಡಿದ ರಸ್ತೆಯಲ್ಲಿ ವಾಹನ ಸವಾರರು ಪರದಾಡುವಂತಾಗಿದೆ. ವಿದ್ಯಾರ್ಥಿಗಳು, ಉದ್ಯೋಗಿಗಳು ನಿತ್ಯ ಸಂಚರಿಸುವ ಈ ರಸ್ತೆಯ ದುರಸ್ತಿಗೆ ಸಂಬಂಧಪಟ್ಟ ಇಲಾಖೆ ಕ್ರಮ ಕೈಗೊಳ್ಳಬೇಕು ಎಂದು ಸ್ಥಳೀಯರು ಒತ್ತಾಯಿಸಿದ್ದಾರೆ. ಹಲವು ಬಾರಿ ಮನವಿ ಸಲ್ಲಿಸಿದರೂ ಯಾವುದೇ ಪ್ರಯೋಜನವಾಗಿಲ್ಲ ಎಂದು ದೂರಿದ್ದಾರೆ. bbox=[192, 816, 326, 920]
lead-subhead-2: ಪ್ರಯೋಜನಕ್ಕೆ ಬರುವುದಿಲ್ಲ bbox=[192, 339, 267, 350]
yellow-strip bbox=[520, 1196, 870, 1203]
article-mangalpadi-road bbox=[192, 772, 450, 921]
article-body: ಕಾಸರಗೋಡು: ಜಿಲ್ಲೆಯಲ್ಲಿ ಸ್ಥಳೀಯ ಸಂಸ್ಥೆಗಳ ಚುನಾವಣೆಗೆ ಸಂಬಂಧಿಸಿ ದೃಷ್ಟಿ ದೋಷವಿರುವವರಿಗೆ ಹಾಗೂ ದೈಹಿಕ ಅಶಕ್ತರಿಗೆ ಮತ ಚಲಾಯಿಸಲು ವಿಶೇಷ ಸೌಲಭ್ಯ ಕಲ್ಪಿಸಲಾಗುವುದು. ಮತಗಟ್ಟೆಗಳಲ್ಲಿ 18 ವರ್ಷ ಮೇಲ್ಪಟ್ಟ ಸಹಾಯಕರನ್ನು ಜೊತೆಗೆ ಕರೆದೊಯ್ಯಲು ಅವಕಾಶವಿದೆ. ಬ್ರೈಲ್ ಲಿಪಿಯ ಮತಪತ್ರ ವ್ಯವಸ್ಥೆಯನ್ನು ಗುರುತಿಸಲು ಆಯಾ ಗಂಟೆ ಸಮಯ ನಿಗದಿಪಡಿಸಲಾಗಿದೆ. ಕೊನೆಯ ಹಂತದ ಮತದಾರರ ಪಟ್ಟಿಯಲ್ಲಿ ಹೆಸರು ಸೇರ್ಪಡೆಗೊಳಿಸಿದವರು ಮತ ಚಲಾಯಿಸಬಹುದಾಗಿದೆ. ವೀಲ್‌ಚೇರ್ ಸೌಲಭ್ಯ, ರ‍್ಯಾಂಪ್ ವ್ಯವಸ್ಥೆ ಸಹಿತ ಮತಗಟ್ಟೆಗಳಲ್ಲಿ ಅಗತ್ಯ ಸಿದ್ಧತೆಗಳನ್ನು ನಡೆಸಲಾಗುವುದು ಎಂದು ಜಿಲ್ಲಾ ಚುನಾವಣಾಧಿಕಾರಿ ತಿಳಿಸಿದ್ದಾರೆ. bbox=[460, 797, 698, 880]
article-headline: ದೃಷ್ಟಿ ದೋಷಿತರಿಗೆ, ದೈಹಿಕ ಆಶಕ್ತರಿಗೆ ಮತ ಚಲಾಯಿಸಲು ವಿಶೇಷ ಸೌಲಭ್ಯ bbox=[460, 755, 672, 791]
brand-name: ಹೊಸ ದಿಗಂತ bbox=[746, 33, 812, 50]
email-link[interactable]: diganthamlr@gmail.com bbox=[583, 109, 706, 121]
lead-paragraph: ನಿತ್ಯ ಪ್ರಯಾಣಿಕರಿಗೆ ಪ್ರಯೋಜನಕಾರಿಯಾಗುವ ರೈಲುಗಾಡಿಗಳನ್ನು ಎಲ್ಲಾ ಸಮಯಗಳಲ್ಲೂ ಓಡಿಸಬೇಕು ಎಂಬ ಬೇಡಿಕೆ ಮತ್ತಷ್ಟು ವ್ಯಾಪಕವಾಗಿದೆ. ಇದೇ ವೇಳೆ ಜನರಿಗೆ ಅನುಕೂಲವಾದ ರೈಲುಗಳ ಸಂಚಾರಕ್ಕೆ ಕ್ರಮ ಕೈಗೊಳ್ಳಬೇಕೆಂಬ ಆಗ್ರಹವು ಕಡತದಲ್ಲೇ ಉಳಿದುಕೊಂಡಿದೆ. bbox=[192, 283, 342, 335]
brand-block bbox=[700, 33, 845, 93]
key-point-text: ಜನಶತಾಬ್ದಿ, ಎಕ್ಸಿಕ್ಯೂಟಿವ್ ರೈಲುಗಳಲ್ಲಿ ಯಾವುದಾದರೂ ಒಂದಾದರೂ ಮಂಗಳೂರಿಗೆ ಸಂಚಾರ ವಿಸ್ತರಿಸಿದರೆ ಪ್ರಯಾಣಿಕರ ಸಮಸ್ಯೆಯು ಒಂದು ಹಂತದ ವರೆಗೆ ಪರಿಹಾರಗೊಳ್ಳಲು ಸಾಧ್ಯ bbox=[834, 218, 929, 271]
article-subhead: ನೀಲೇಶ್ವರ ನಗರಸಭೆ bbox=[192, 654, 249, 665]
statue-photo bbox=[8, 401, 74, 479]
lead-story bbox=[192, 132, 937, 427]
sidebar-article-mugu-temple bbox=[8, 360, 184, 599]
date-bar bbox=[14, 104, 935, 126]
article-body: ನೀಲೇಶ್ವರ ನಗರಸಭಾ ವ್ಯಾಪ್ತಿಯ ಮತಗಟ್ಟೆ ಅಧಿಕಾರಿಗಳಿಗೆ ನ.28ರಂದು ತರಬೇತಿ ನಡೆಯಲಿದ್ದು ಎಲ್ಲಾ ಅಧಿಕಾರಿಗಳು ಕಡ್ಡಾಯವಾಗಿ ಭಾಗವಹಿಸುವಂತೆ ಸೂಚಿಸಲಾಗಿದೆ. ಚುನಾವಣಾ ಮುನ್ನಾ ದಿನ ಮತಗಟ್ಟೆ ಸಲಕರಣೆಗಳ ವಿತರಣೆ ನಡೆಯಲಿದೆ. bbox=[192, 666, 450, 697]
separator: | bbox=[712, 109, 715, 121]
article-headline: ಬೇಕಲ್ ರೆಸಾರ್ಟ್‌ನಲ್ಲಿ ಆಯುರ್ವೇದ ವೆಲ್ನೆಸ್ ಸೆಂಟರ್: ಗೋಪಾಲಕೃಷ್ಣನ್ bbox=[708, 434, 934, 470]
lead-col-2 bbox=[351, 206, 519, 427]
divider bbox=[708, 846, 937, 847]
epaper-link[interactable]: epaper.hosadigantha.com bbox=[405, 109, 535, 121]
website-link[interactable]: hosadigantha.com bbox=[259, 109, 353, 121]
bottom-kicker: ಕಾಸರಗೋಡು ಸರಕಾರಿ ಕಾಲೇಜಿನಲ್ಲಿ ಪ್ರಚಾರೋಪನ್ಯಾಸ ಮಾಲಿಕೆ ಸಮಾರೋಪ ಸಮಾರಂಭ bbox=[338, 1207, 779, 1224]
article-headline: ರಾಷ್ಟ್ರೀಯ ಕ್ಷೀರ ದಿನಾಚರಣೆ: ಮಿಲ್ಮಾದಿಂದ ವಿವಿಧ ಕಾರ್ಯಕ್ರಮ bbox=[8, 804, 166, 840]
campaign-group-photo bbox=[460, 478, 698, 582]
email-label: Email bbox=[549, 109, 578, 121]
article-body: ಮಂಜೇಶ್ವರ: ಕುಡಾಲು ಮೇರ್ಕಳ ಗ್ರಾಮದ ವೆರಿಯಪ್ಪಾಡಿ ಶ್ರೀ ಶಾಸ್ತಾದೇಶ್ವರ ದೇವಸ್ಥಾನದಲ್ಲಿ ವಾರ್ಷಿಕ ಷಷ್ಠಿ ಮಹೋತ್ಸವವು ಬಲಿವಾಡು ಕೊಡಮೂಡಿಗೆ ಬುಧವಾರ ನೆರವೇರಿತು. ಈ ಸಂದರ್ಭ ವಿವಿಧ ಕಾರ್ಯಕ್ರಮಗಳು ಶ್ರದ್ಧಾಭಕ್ತಿಯಿಂದ ಹಾಗೂ ವಿಜೃಂಭಣೆಯಿಂದ ಜರಗಿದವು. ವೇದಮೂರ್ತಿ ರವಿಕುಮಾರ ಭಟ್ ಕದಂಬನೆ ವಿಧಿ ವಿಧಾನಗಳ ನೇತೃತ್ವ ವಹಿಸಿದ್ದರು. ಕಾರ್ಯಕ್ರಮದ ಅಂಗವಾಗಿ ಬೆಳಗ್ಗೆ ಭಕ್ತಾದಿಗಳಿಂದ ಭಜನೆ, ಗಣಪತಿ ಹೋಮ, ಶ್ರೀ ದೇವರಿಗೆ ರುದ್ರಾಭಿಷೇಕ, ನಾಗ ದೇವರಿಗೆ ಪೂಜೆ, ವಿವಿಧ ದೈವಗಳಿಗೆ ಪೂಜೆ, ಮಧ್ಯಾಹ್ನ ಶ್ರೀ ದೇವರಿಗೆ ಮಹಾಪೂಜೆ, ಸಾಮೂಹಿಕ ಪ್ರಾರ್ಥನೆ, ಪ್ರಸಾದ ವಿತರಣೆ, ಅನ್ನ ಸಂತರ್ಪಣೆ ನಡೆಯಿತು. bbox=[8, 213, 184, 349]
twitter-label: Twitter bbox=[720, 109, 755, 121]
lead-kicker: ಕಾಸರಗೋಡಿನಲ್ಲಿ ಸಂಜೆ ಬಳಿಕ ರೈಲುಪ್ರಯಾಣ ನಿತ್ಯ ಸಂಕಷ್ಟ | ಪ್ರಯಾಣಿಕರು ಹೈರಾಣ bbox=[353, 132, 776, 150]
quote-body: ಕನ್ನಡ ಭಾಷೆಗೆ ಭಾರತೀಯ ಸರಕಾರ ನೀಡಿದ ಶಾಸ್ತ್ರೀಯ ಸ್ಥಾನಮಾನದ ಮಹತ್ವ ತಿಳಿದು ಭಾಷೆ-ಸಾಹಿತ್ಯದ ಬೆಳವಣಿಗೆಗಳಲ್ಲಿ ಯುವ ಜನತೆ ಮುಖ್ಯ ಪಾತ್ರ ವಹಿಸಬೇಕು. ಕನ್ನಡಕ್ಕೆ ಹಳೆಗನ್ನಡ ಅನರ್ಘ್ಯ ಸಂಪತ್ತು. ಅದನ್ನು ಬಿಟ್ಟು ಮುಂದೆ ಹೋಗಬಾರದು. ಹಳೆಗನ್ನಡ ಕಷ್ಟ ಎನ್ನುವುದು ಒಂದು ಹುಸಿ ಕಲ್ಪನೆ ಮಾತ್ರ. ಹಳೆಗನ್ನಡದ ಸ್ವಾದ ಸವಿದವರು ಅದರ ಬಗ್ಗೆ ಹಚ್ಚಿಕೊಂಡು - ಅಧ್ಯಯನ ಮಾಡದೆ ಇರಲಾರರು. bbox=[647, 1293, 761, 1385]
contact-strip bbox=[214, 104, 853, 126]
article-voting-facility bbox=[460, 755, 698, 881]
masthead-orange-strip bbox=[14, 48, 49, 82]
article-election bbox=[192, 434, 450, 755]
photo-caption: ಭಾರತೀಯ ಭಾಷಾ ಸಂಸ್ಥಾನದ ಯೋಜನಾ ನಿರ್ದೇಶಕ ಡಾ.ನೀಲಗಿರಿ ತಳವಾರ ಮಾತನಾಡಿದರು. bbox=[331, 1420, 537, 1429]
training-workshop-photo bbox=[192, 478, 450, 584]
damaged-road-photo bbox=[331, 818, 450, 910]
article-madhur bbox=[460, 434, 698, 738]
website-label: website bbox=[215, 109, 254, 121]
article-headline: ಮಧೂರು ಗ್ರಾ.ಪಂ. ಸ್ಮಾರ್ಟ್ ಮಧೂರು ಆಗಿ ಅಭಿವೃದ್ಧಿ: ಎಂ.ಎಲ್.ಆಶ್ವಿನಿ ಭರವಸೆ bbox=[460, 434, 691, 473]
epaper-label: E-paper bbox=[367, 103, 396, 127]
key-points-box bbox=[814, 206, 937, 427]
divider bbox=[192, 763, 450, 764]
separator: | bbox=[358, 109, 362, 121]
train-photo bbox=[351, 206, 519, 306]
lead-col-5 bbox=[814, 206, 937, 427]
article-body: 1902ರಲ್ಲಿ ಸ್ಥಾಪನೆಗೊಂಡ ಪ್ರಸಿದ್ಧ ಕೋಟೆಕ್ಕರ್ ಆರ್ಯವೈದ್ಯ ಶಾಲೆಯು ಈಗ 123 ವರ್ಷಗಳನ್ನು ಪೂರೈಸಿದ್ದು, ಇದರ ನೇತೃತ್ವದಲ್ಲಿ ಬೇಕಲ್ ಪ್ರದೇಶದಲ್ಲಿ ಉಚಿತ ಆರೋಗ್ಯ ತಪಾಸಣಾ ಶಿಬಿರಗಳನ್ನು ಆಯೋಜಿಸುವ ಯೋಜನೆ ಇದೆ. ವೆಲ್ನೆಸ್ ಸೆಂಟರ್‌ನಲ್ಲಿ ಪಂಚಕರ್ಮ ಸಹಿತ ಸಾಂಪ್ರದಾಯಿಕ ಆಯುರ್ವೇದ ಚಿಕಿತ್ಸಾ ವಿಧಾನಗಳು ಲಭ್ಯವಾಗಲಿದೆ. ದೇಶ ವಿದೇಶಗಳ ಪ್ರವಾಸಿಗರನ್ನು ಆಕರ್ಷಿಸುವ ಉದ್ದೇಶದಿಂದ ಯೋಜನೆ ರೂಪಿಸಲಾಗಿದ್ದು ಸ್ಥಳೀಯರಿಗೂ ಉದ್ಯೋಗಾವಕಾಶ ದೊರೆಯಲಿದೆ ಎಂದು ತಿಳಿಸಿದ್ದಾರೆ. ಈ ರೆಸಾರ್ಟ್‌ನ 151 ಕೊಠಡಿಗಳು, ಈಜುಕೊಳ, ಸಭಾಂಗಣ ಇತ್ಯಾದಿ ಸೌಲಭ್ಯಗಳು ಇವೆ. bbox=[708, 532, 937, 615]
separator: | bbox=[540, 109, 544, 121]
qr-promo-text bbox=[118, 34, 268, 94]
photo-caption: ಕುಂಬಳೆ ನಾಯಿಕಾಪು ಕಾವ್ರಾ ಬಡಾವಣೆಯ ಅವರ ಭವನದ ಅಂಗಳದಲ್ಲಿ ನಡೆದ ಷಷ್ಠಿ ಮಹೋತ್ಸವದ ಪ್ರಯುಕ್ತ ಈ ಬಾರಿಯೂ 24 ವರ್ಷಗಳಿಂದ ನಡೆಸುತ್ತಿರುವ ಭಜನಾ ಕಾರ್ಯಕ್ರಮದ ವೇಳೆ ಕುಟುಂಬ ಸದಸ್ಯರು ಭಾಗವಹಿಸಿದರು. bbox=[708, 975, 937, 1003]
qr-line: WhatsApp ಗ್ರೂಪ್ ಇಂದೇ ಸೇರಿ bbox=[118, 80, 216, 91]
lead-paragraph: ಕಾಸರಗೋಡಿನಿಂದ ಕೋಝಿಕ್ಕೋಡ್, ಎರ್ನಾಕುಳಂಗೆ ಪ್ರಯಾಣಿಸುವವರು ಕಣ್ಣಂಚಿನಲ್ಲಿ ಕೊಡಗೋಳುವ ಜನಶತಾಬ್ದಿ, ಆಲಪ್ಪುಳ ಅಥವಾ ಎರ್ನಾಕುಳಂ - ಕಣ್ಣೂರು ಎಕ್ಸಿಕ್ಯೂಟಿವ್ ರೈಲುಗಳಲ್ಲಿ ತಲುಪಿ ಕೆಎಸ್‌ಆರ್‌ಟಿಸಿ ಬಸ್‌ಗಳಲ್ಲಿ ಕಾಸರಗೋಡಿಗೆ ಬರಬೇಕಾಗುತ್ತದೆ. ಒಂದೂಕಾಲು ಗಂಟೆಯಲ್ಲಿ ತಲುಪಬಹುದಾದ ರೈಲು ಪ್ರಯಾಣಕ್ಕೆ ಕೆಎಸ್‌ಆರ್‌ಟಿಸಿ ಬಸ್‌ನಲ್ಲಿ ಮೂರೂವರೆ ಗಂಟೆ ರಾತ್ರಿ ಪ್ರಯಾಣ ನಡೆಸಬೇಕಾದ ಅನಿವಾರ್ಯತೆ ಪ್ರಯಾಣಿಕರದ್ದಾಗಿದೆ. bbox=[351, 329, 519, 401]
article-bekal bbox=[708, 434, 937, 616]
red-dot-icon: ● bbox=[647, 1390, 653, 1401]
twitter-link[interactable]: HosadiganthaWeb bbox=[760, 109, 852, 121]
deity-photo bbox=[8, 216, 74, 294]
bottom-col-quote bbox=[640, 1270, 768, 1429]
lead-paragraph: ಸಂಜೆ 6.05ಕ್ಕೆ ತಿರುವನಂತಪುರ - ಮುಂಬಯಿ ಲೋಕಮಾನ್ಯ ತಿಲಕ್ ನೇತ್ರಾವತಿ ಎಕ್ಸ್‌ಪ್ರೆಸ್ bbox=[192, 351, 342, 371]
key-point bbox=[822, 213, 929, 278]
bottom-story bbox=[180, 1200, 937, 1429]
